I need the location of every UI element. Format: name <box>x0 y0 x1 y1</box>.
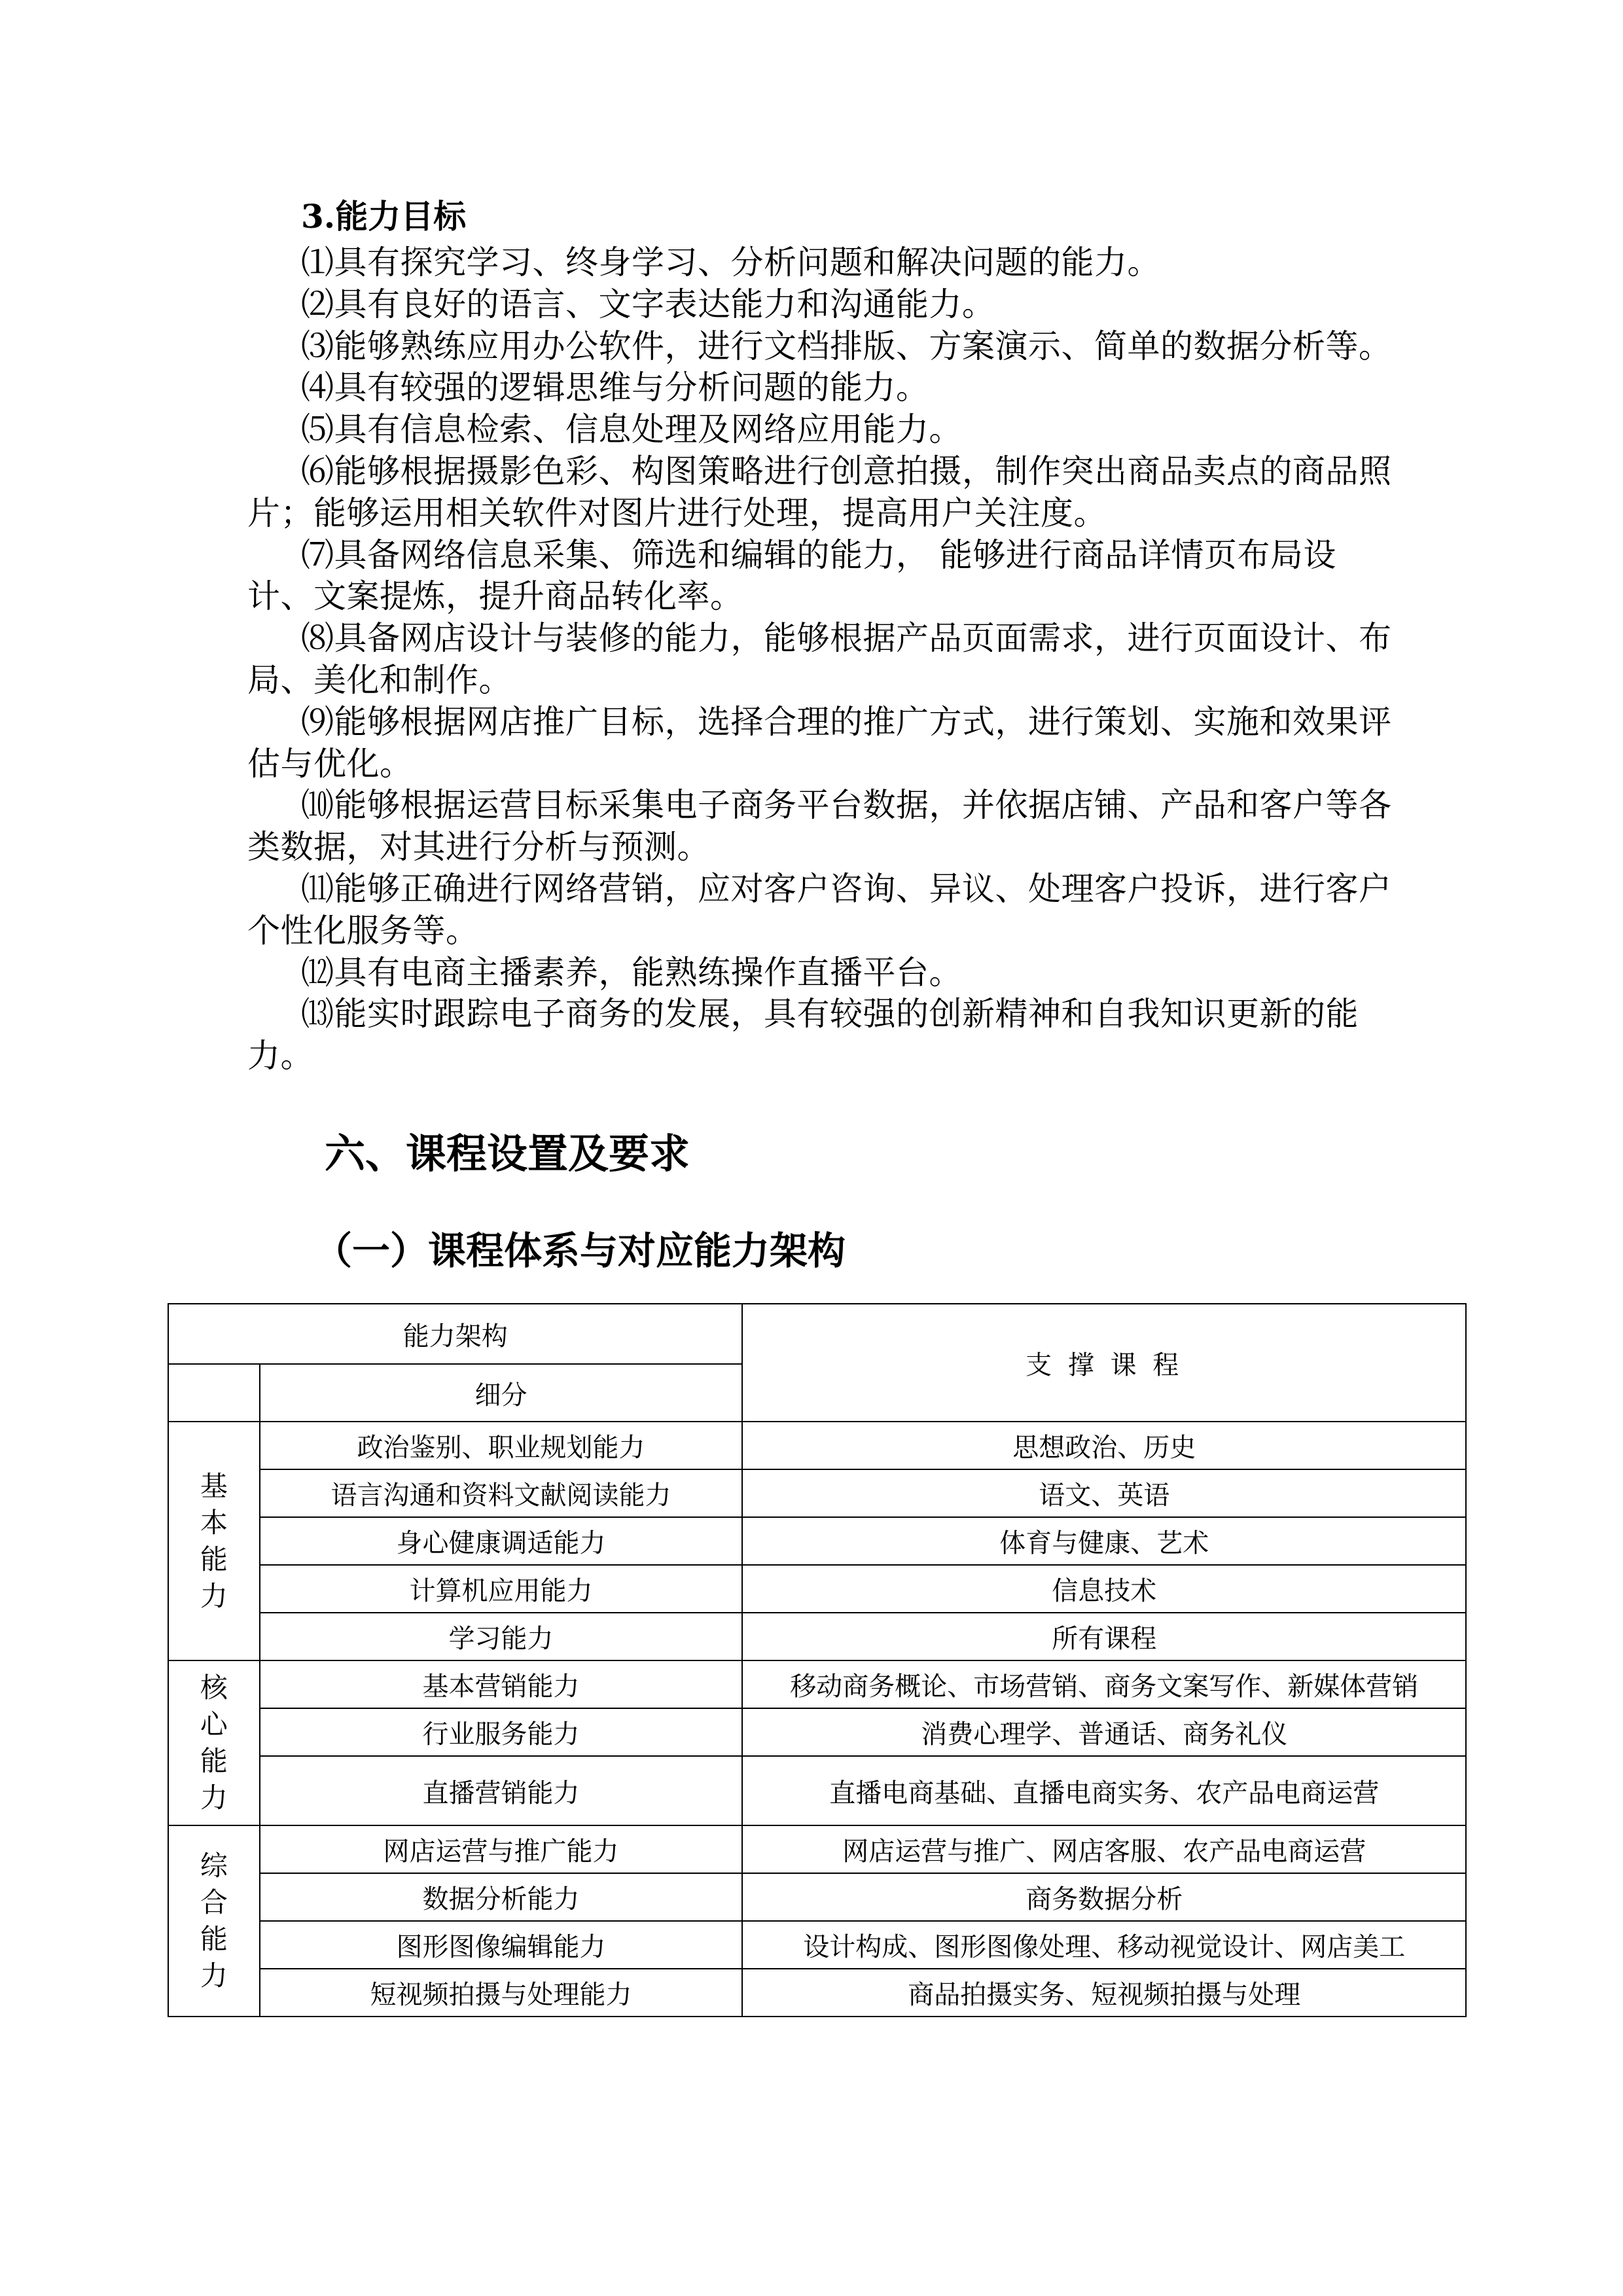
table-row <box>168 1469 1466 1517</box>
course-cell: 直播电商基础、直播电商实务、农产品电商运营 <box>742 1756 1466 1825</box>
course-cell: 体育与健康、艺术 <box>742 1517 1466 1565</box>
detail-cell: 语言沟通和资料文献阅读能力 <box>260 1469 743 1517</box>
goal-item-10: ⑽能够根据运营目标采集电子商务平台数据，并依据店铺、产品和客户等各类数据，对其进行分析与预测。 <box>247 786 1392 867</box>
group-core-label: 核心能力 <box>200 1672 228 1814</box>
group-core <box>168 1660 260 1825</box>
table-row <box>168 1613 1466 1660</box>
detail-cell: 图形图像编辑能力 <box>260 1921 743 1969</box>
detail-cell: 政治鉴别、职业规划能力 <box>260 1422 743 1469</box>
chapter-title: 六、课程设置及要求 <box>325 1130 690 1177</box>
course-cell: 思想政治、历史 <box>742 1422 1466 1469</box>
detail-cell: 短视频拍摄与处理能力 <box>260 1969 743 2017</box>
course-cell: 所有课程 <box>742 1613 1466 1660</box>
detail-cell: 学习能力 <box>260 1613 743 1660</box>
table-row <box>168 1422 1466 1469</box>
group-comprehensive <box>168 1825 260 2017</box>
table-row <box>168 1517 1466 1565</box>
ability-goals-section <box>247 191 1393 1077</box>
table-row <box>168 1969 1466 2017</box>
course-cell: 商品拍摄实务、短视频拍摄与处理 <box>742 1969 1466 2017</box>
table-row <box>168 1565 1466 1613</box>
group-basic-label: 基本能力 <box>200 1469 228 1612</box>
goal-item-1: ⑴具有探究学习、终身学习、分析问题和解决问题的能力。 <box>301 243 1160 281</box>
header-empty-cell <box>168 1364 260 1422</box>
goal-item-5: ⑸具有信息检索、信息处理及网络应用能力。 <box>301 410 962 449</box>
ability-goals-heading: 3.能力目标 <box>301 197 467 236</box>
detail-cell: 基本营销能力 <box>260 1660 743 1708</box>
course-cell: 商务数据分析 <box>742 1873 1466 1921</box>
goal-item-6: ⑹能够根据摄影色彩、构图策略进行创意拍摄，制作突出商品卖点的商品照片；能够运用相关软件对图片进行处理，提高用户关注度。 <box>247 452 1392 532</box>
detail-cell: 网店运营与推广能力 <box>260 1825 743 1873</box>
group-comprehensive-label: 综合能力 <box>200 1850 228 1992</box>
goal-item-2: ⑵具有良好的语言、文字表达能力和沟通能力。 <box>301 285 995 323</box>
course-cell: 设计构成、图形图像处理、移动视觉设计、网店美工 <box>742 1921 1466 1969</box>
goal-item-13: ⒀能实时跟踪电子商务的发展，具有较强的创新精神和自我知识更新的能力。 <box>247 995 1359 1075</box>
detail-cell: 直播营销能力 <box>260 1756 743 1825</box>
course-cell: 语文、英语 <box>742 1469 1466 1517</box>
table-header-row <box>168 1304 1466 1364</box>
course-cell: 消费心理学、普通话、商务礼仪 <box>742 1708 1466 1756</box>
table-row <box>168 1873 1466 1921</box>
goal-item-7: ⑺具备网络信息采集、筛选和编辑的能力， 能够进行商品详情页布局设计、文案提炼，提升商品转化率。 <box>247 535 1336 616</box>
table-row <box>168 1756 1466 1825</box>
header-ability: 能力架构 <box>168 1304 742 1364</box>
group-basic <box>168 1422 260 1660</box>
goal-item-8: ⑻具备网店设计与装修的能力，能够根据产品页面需求，进行页面设计、布局、美化和制作。 <box>247 619 1392 699</box>
course-cell: 移动商务概论、市场营销、商务文案写作、新媒体营销 <box>742 1660 1466 1708</box>
goal-item-9: ⑼能够根据网店推广目标，选择合理的推广方式，进行策划、实施和效果评估与优化。 <box>247 702 1392 783</box>
section-title: （一）课程体系与对应能力架构 <box>314 1229 846 1273</box>
table-row <box>168 1708 1466 1756</box>
course-cell: 信息技术 <box>742 1565 1466 1613</box>
table-row <box>168 1825 1466 1873</box>
header-detail: 细分 <box>260 1364 743 1422</box>
goal-item-3: ⑶能够熟练应用办公软件，进行文档排版、方案演示、简单的数据分析等。 <box>301 327 1392 365</box>
goal-item-11: ⑾能够正确进行网络营销，应对客户咨询、异议、处理客户投诉，进行客户个性化服务等。 <box>247 869 1392 950</box>
detail-cell: 身心健康调适能力 <box>260 1517 743 1565</box>
goal-item-4: ⑷具有较强的逻辑思维与分析问题的能力。 <box>301 368 929 407</box>
goal-item-12: ⑿具有电商主播素养，能熟练操作直播平台。 <box>301 953 962 992</box>
course-cell: 网店运营与推广、网店客服、农产品电商运营 <box>742 1825 1466 1873</box>
detail-cell: 行业服务能力 <box>260 1708 743 1756</box>
detail-cell: 计算机应用能力 <box>260 1565 743 1613</box>
table-row <box>168 1660 1466 1708</box>
header-courses: 支 撑 课 程 <box>742 1304 1466 1422</box>
ability-course-table <box>168 1303 1467 2017</box>
table-row <box>168 1921 1466 1969</box>
detail-cell: 数据分析能力 <box>260 1873 743 1921</box>
